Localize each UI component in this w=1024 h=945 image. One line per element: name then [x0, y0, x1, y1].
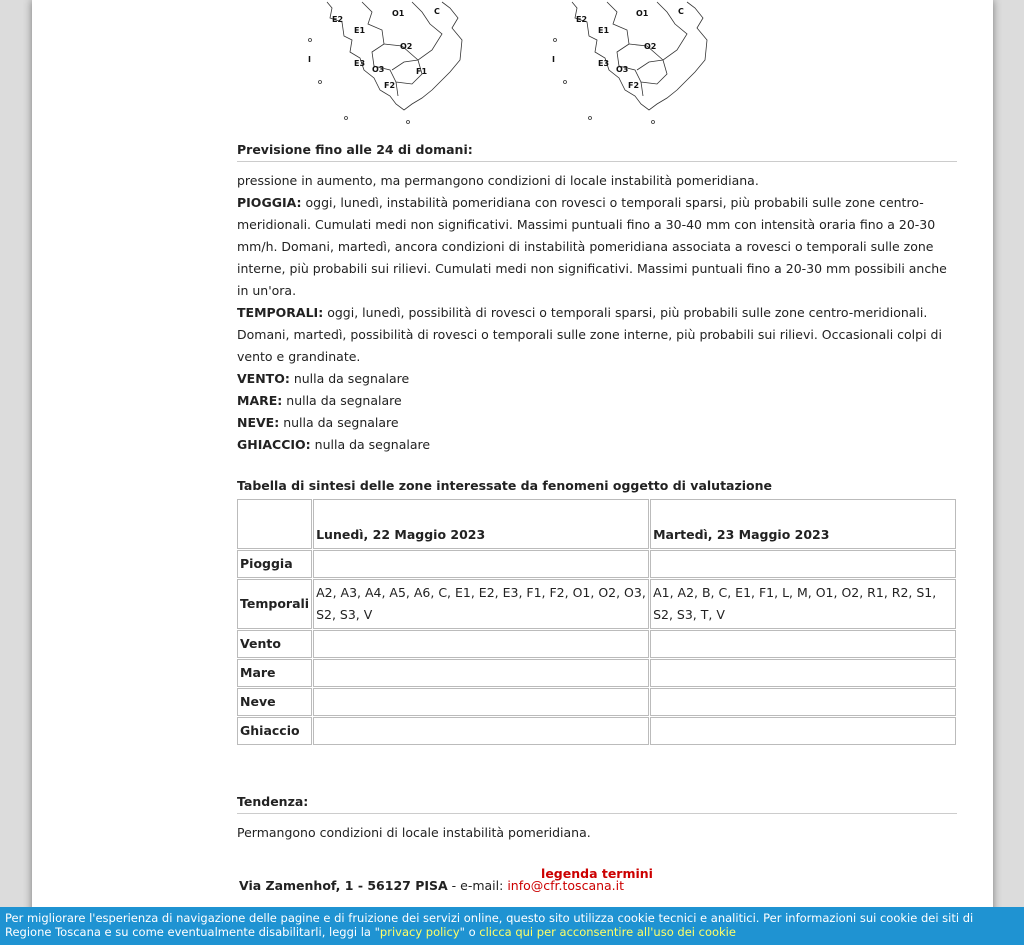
map-label: I: [308, 55, 311, 64]
table-row: [237, 579, 956, 629]
forecast-item-pioggia: [237, 192, 957, 302]
row-label: Temporali: [237, 579, 312, 629]
map-label: C: [434, 7, 440, 16]
summary-table-title: Tabella di sintesi delle zone interessate da fenomeni oggetto di valutazione: [237, 478, 772, 493]
map-label: O1: [392, 9, 405, 18]
cookie-text: Per migliorare l'esperienza di navigazione delle pagine e di fruizione dei servizi online, questo sito utilizza cookie tecnici e analitici. Per informazioni sui cookie dei siti di Regione Toscana e su come eventualmente disabilitarli, leggi la ": [5, 911, 974, 939]
map-label: O3: [372, 65, 385, 74]
map-label: I: [552, 55, 555, 64]
table-row: [237, 717, 956, 745]
map-label: F2: [628, 81, 640, 90]
table-header-row: [237, 499, 956, 549]
footer-email-link[interactable]: info@cfr.toscana.it: [507, 878, 625, 893]
forecast-intro: pressione in aumento, ma permangono condizioni di locale instabilità pomeridiana.: [237, 173, 759, 188]
forecast-item-temporali: [237, 302, 957, 368]
map-label: E1: [598, 26, 610, 35]
tendency-text: Permangono condizioni di locale instabilità pomeridiana.: [237, 825, 591, 840]
row-day2-zones: [650, 659, 956, 687]
row-label: Vento: [237, 630, 312, 658]
forecast-item-label: PIOGGIA:: [237, 195, 302, 210]
map-label: O2: [644, 42, 657, 51]
table-row: [237, 630, 956, 658]
forecast-text: [237, 170, 957, 456]
forecast-content: [237, 142, 957, 881]
page-container: [32, 0, 993, 945]
row-label: Neve: [237, 688, 312, 716]
map-label: E2: [576, 15, 588, 24]
row-day2-zones: [650, 550, 956, 578]
table-row: [237, 659, 956, 687]
forecast-item-ghiaccio: [237, 434, 957, 456]
legend-terms-link[interactable]: legenda termini: [541, 866, 653, 881]
row-label: Ghiaccio: [237, 717, 312, 745]
table-row: [237, 688, 956, 716]
forecast-item-vento: [237, 368, 957, 390]
privacy-policy-link[interactable]: privacy policy: [379, 925, 460, 939]
footer-email-label: - e-mail:: [447, 878, 508, 893]
map-label: F1: [416, 67, 428, 76]
forecast-item-text: oggi, lunedì, possibilità di rovesci o temporali sparsi, più probabili sulle zone centro-meridionali. Domani, martedì, possibilità di rovesci o temporali sulle zone interne, più probabili sui rilievi. Occasionali colpi di vento e grandinate.: [237, 305, 942, 364]
map-label: C: [678, 7, 684, 16]
accept-cookies-link[interactable]: clicca qui per acconsentire all'uso dei cookie: [479, 925, 736, 939]
map-label: E3: [354, 59, 366, 68]
forecast-item-label: NEVE:: [237, 415, 280, 430]
row-day2-zones: [650, 688, 956, 716]
forecast-item-text: oggi, lunedì, instabilità pomeridiana con rovesci o temporali sparsi, più probabili sulle zone centro-meridionali. Cumulati medi non significativi. Massimi puntuali fino a 30-40 mm con intensità oraria fino a 20-30 mm/h. Domani, martedì, ancora condizioni di instabilità pomeridiana associata a rovesci o temporali sulle zone interne, più probabili sui rilievi. Cumulati medi non significativi. Massimi puntuali fino a 20-30 mm possibili anche in un'ora.: [237, 195, 947, 298]
footer-address: Via Zamenhof, 1 - 56127 PISA: [239, 878, 448, 893]
row-day2-zones: [650, 717, 956, 745]
row-day1-zones: [313, 688, 649, 716]
row-day1-zones: A2, A3, A4, A5, A6, C, E1, E2, E3, F1, F2, O1, O2, O3, S2, S3, V: [313, 579, 649, 629]
row-day2-zones: A1, A2, B, C, E1, F1, L, M, O1, O2, R1, R2, S1, S2, S3, T, V: [650, 579, 956, 629]
forecast-item-neve: [237, 412, 957, 434]
map-label: E3: [598, 59, 610, 68]
table-header-day2: Martedì, 23 Maggio 2023: [650, 499, 956, 549]
row-day1-zones: [313, 659, 649, 687]
forecast-item-label: TEMPORALI:: [237, 305, 324, 320]
cookie-middle-text: " o: [459, 925, 480, 939]
table-row: [237, 550, 956, 578]
forecast-item-label: GHIACCIO:: [237, 437, 311, 452]
map-label: O2: [400, 42, 413, 51]
alert-zone-maps: [272, 0, 732, 130]
map-label: O1: [636, 9, 649, 18]
forecast-item-label: VENTO:: [237, 371, 290, 386]
map-label: E1: [354, 26, 366, 35]
forecast-item-text: nulla da segnalare: [314, 437, 431, 452]
forecast-item-text: nulla da segnalare: [286, 393, 402, 408]
row-label: Mare: [237, 659, 312, 687]
tendency-title: Tendenza:: [237, 794, 957, 814]
table-corner-cell: [237, 499, 312, 549]
forecast-item-text: nulla da segnalare: [293, 371, 410, 386]
forecast-item-label: MARE:: [237, 393, 283, 408]
footer: [239, 878, 624, 893]
forecast-item-mare: [237, 390, 957, 412]
table-header-day1: Lunedì, 22 Maggio 2023: [313, 499, 649, 549]
map-label: O3: [616, 65, 629, 74]
row-day1-zones: [313, 717, 649, 745]
row-label: Pioggia: [237, 550, 312, 578]
cookie-banner: [0, 907, 1024, 945]
row-day1-zones: [313, 550, 649, 578]
map-label: F2: [384, 81, 396, 90]
forecast-title: Previsione fino alle 24 di domani:: [237, 142, 957, 162]
row-day1-zones: [313, 630, 649, 658]
map-label: E2: [332, 15, 344, 24]
summary-table: [236, 498, 957, 746]
forecast-item-text: nulla da segnalare: [283, 415, 399, 430]
row-day2-zones: [650, 630, 956, 658]
